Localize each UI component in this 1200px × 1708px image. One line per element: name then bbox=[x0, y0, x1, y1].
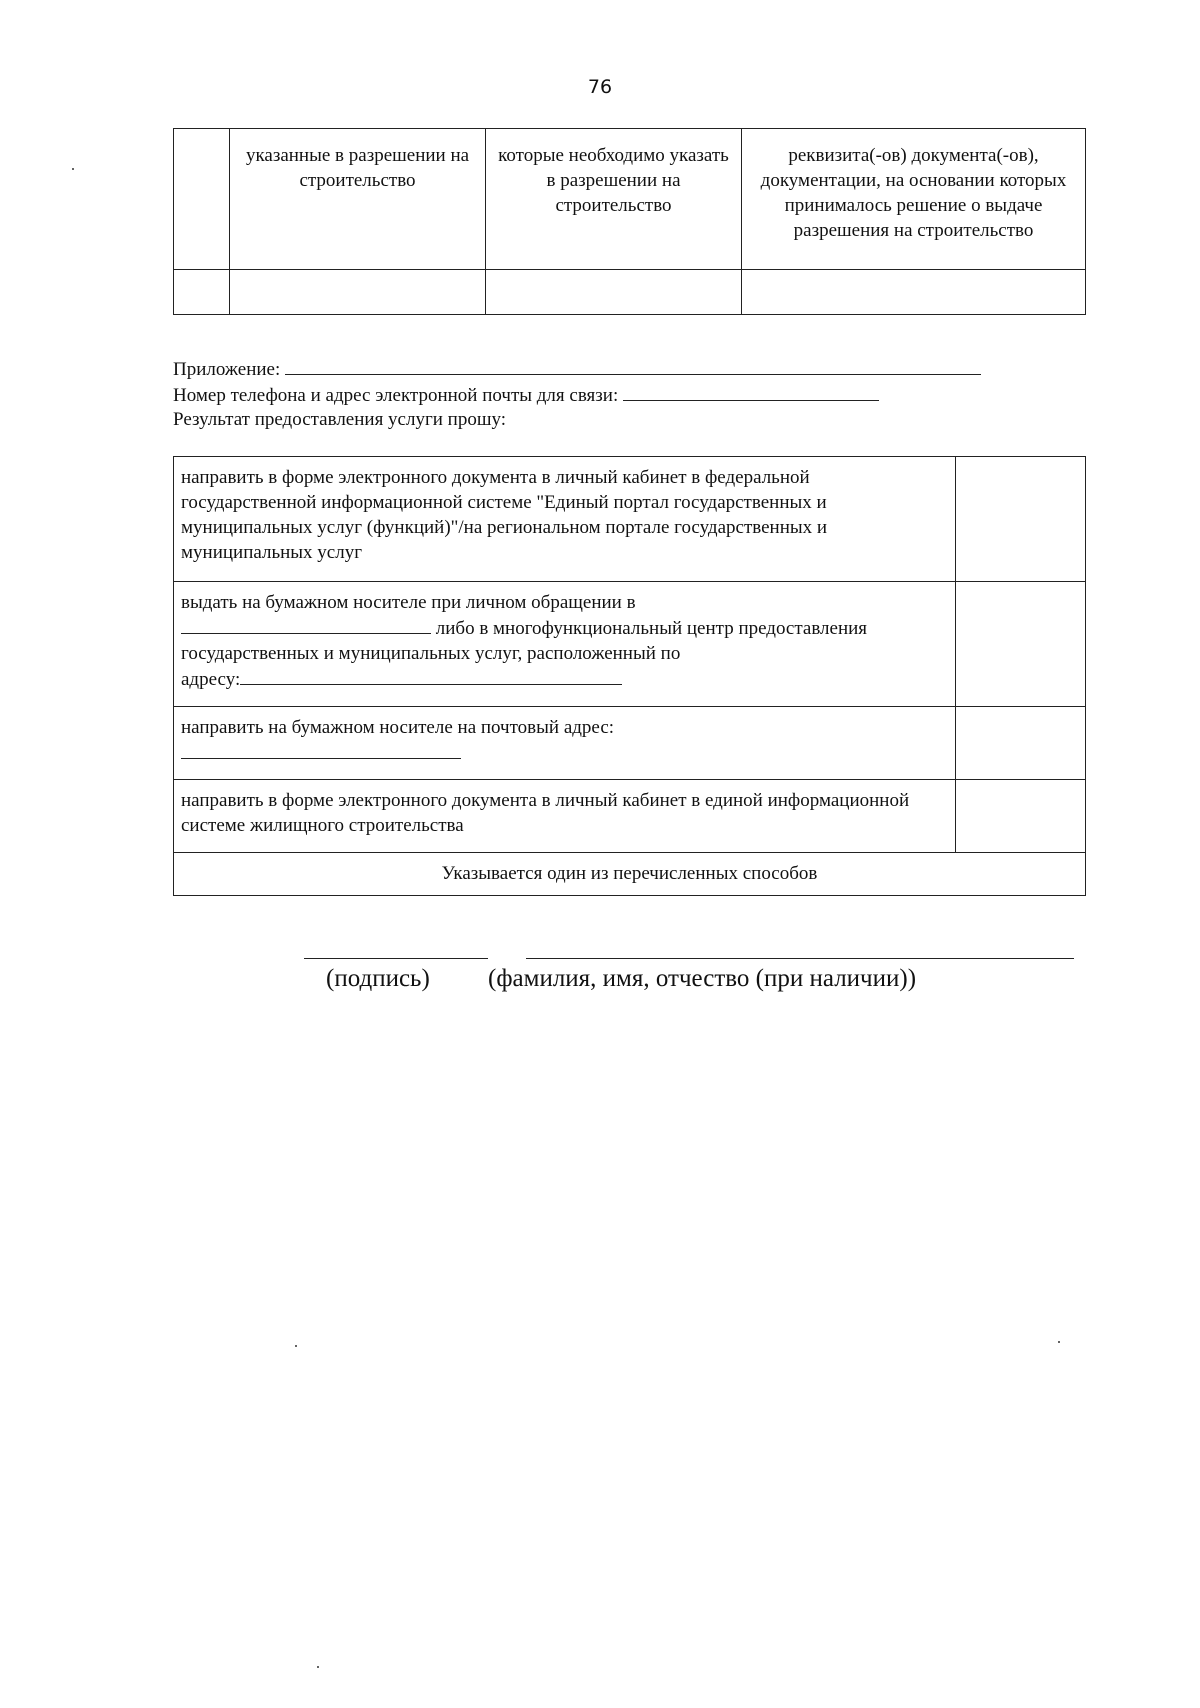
option-epgu-text: направить в форме электронного документа в личный кабинет в федеральной государственной информационной системе "Единый портал государственных и муниципальных услуг (функций)"/на региональном портале государственных и муниципальных услуг bbox=[174, 457, 956, 582]
result-line bbox=[173, 408, 1073, 432]
table-cell-empty[interactable] bbox=[742, 270, 1086, 315]
table-cell-empty[interactable] bbox=[230, 270, 486, 315]
office-name-blank[interactable] bbox=[181, 615, 431, 634]
table-cell-document-details: реквизита(-ов) документа(-ов), документации, на основании которых принималось решение о выдаче разрешения на строительство bbox=[742, 129, 1086, 270]
option-paper-line3: государственных и муниципальных услуг, расположенный по bbox=[181, 643, 681, 664]
result-options-table bbox=[173, 456, 1086, 896]
option-paper-line2-text: либо в многофункциональный центр предоставления bbox=[435, 618, 868, 639]
result-label: Результат предоставления услуги прошу: bbox=[173, 409, 507, 430]
table-cell-number bbox=[174, 129, 230, 270]
table-cell-current-values: указанные в разрешении на строительство bbox=[230, 129, 486, 270]
application-fields bbox=[173, 356, 1073, 432]
option-paper-line1: выдать на бумажном носителе при личном обращении в bbox=[181, 592, 636, 613]
page-number: 76 bbox=[587, 76, 613, 98]
option-epgu-checkbox[interactable] bbox=[956, 457, 1086, 582]
attachment-label: Приложение: bbox=[173, 359, 281, 380]
attachment-blank[interactable] bbox=[285, 356, 981, 375]
table-row bbox=[174, 129, 1086, 270]
scan-speck bbox=[317, 1666, 319, 1668]
address-blank[interactable] bbox=[240, 666, 622, 685]
option-postal-checkbox[interactable] bbox=[956, 707, 1086, 780]
option-paper-in-person bbox=[174, 582, 956, 707]
scan-speck bbox=[72, 168, 74, 170]
table-row bbox=[174, 707, 1086, 780]
table-cell-empty[interactable] bbox=[174, 270, 230, 315]
table-row bbox=[174, 582, 1086, 707]
option-paper-line4 bbox=[181, 666, 949, 692]
option-eisgs-text: направить в форме электронного документа в личный кабинет в единой информационной системе жилищного строительства bbox=[174, 780, 956, 853]
option-postal-text: направить на бумажном носителе на почтовый адрес: bbox=[181, 717, 615, 738]
signature-label: (подпись) bbox=[326, 965, 430, 992]
table-row bbox=[174, 853, 1086, 896]
option-note: Указывается один из перечисленных способов bbox=[174, 853, 1086, 896]
table-cell-required-values: которые необходимо указать в разрешении на строительство bbox=[486, 129, 742, 270]
contact-blank[interactable] bbox=[623, 382, 879, 401]
table-cell-empty[interactable] bbox=[486, 270, 742, 315]
table-row bbox=[174, 457, 1086, 582]
attachment-line bbox=[173, 356, 1073, 382]
permit-details-table bbox=[173, 128, 1086, 315]
address-label: адресу: bbox=[181, 669, 241, 690]
option-eisgs-checkbox[interactable] bbox=[956, 780, 1086, 853]
full-name-label: (фамилия, имя, отчество (при наличии)) bbox=[488, 965, 917, 992]
full-name-line[interactable] bbox=[526, 958, 1074, 959]
contact-line bbox=[173, 382, 1073, 408]
option-paper-line2 bbox=[181, 615, 949, 641]
table-row bbox=[174, 270, 1086, 315]
postal-address-blank[interactable] bbox=[181, 740, 461, 759]
scan-speck bbox=[295, 1345, 297, 1347]
signature-line[interactable] bbox=[304, 958, 488, 959]
option-paper-in-person-checkbox[interactable] bbox=[956, 582, 1086, 707]
option-postal bbox=[174, 707, 956, 780]
table-row bbox=[174, 780, 1086, 853]
scan-speck bbox=[1058, 1341, 1060, 1343]
contact-label: Номер телефона и адрес электронной почты для связи: bbox=[173, 385, 619, 406]
